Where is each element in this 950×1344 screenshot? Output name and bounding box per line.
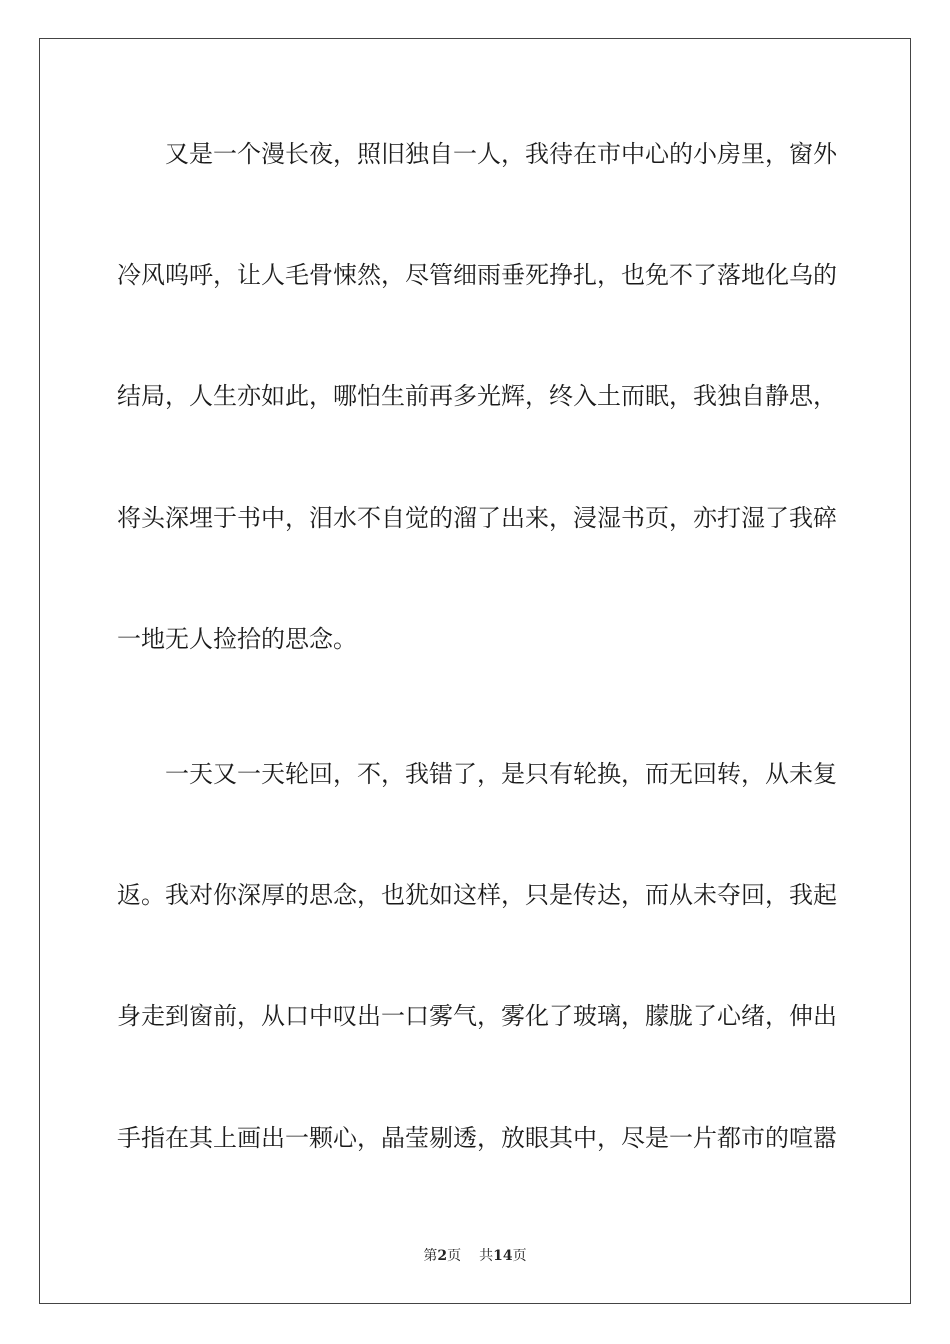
page-footer — [0, 1247, 950, 1265]
body-text-line: 又是一个漫长夜，照旧独自一人，我待在市中心的小房里，窗外 — [165, 140, 837, 168]
body-text-line: 身走到窗前，从口中叹出一口雾气，雾化了玻璃，朦胧了心绪，伸出 — [117, 1002, 837, 1030]
body-text-line: 手指在其上画出一颗心，晶莹剔透，放眼其中，尽是一片都市的喧嚣 — [117, 1124, 837, 1152]
body-text-line: 一地无人捡拾的思念。 — [117, 625, 357, 653]
body-text-line: 冷风呜呼，让人毛骨悚然，尽管细雨垂死挣扎，也免不了落地化乌的 — [117, 261, 837, 289]
footer-total-pages: 14 — [493, 1248, 513, 1264]
footer-total-prefix: 共 — [479, 1248, 494, 1264]
page-border — [39, 38, 911, 1304]
footer-page-prefix: 第 — [423, 1248, 438, 1264]
body-text-line: 结局，人生亦如此，哪怕生前再多光辉，终入土而眠，我独自静思， — [117, 382, 837, 410]
body-text-line: 一天又一天轮回，不，我错了，是只有轮换，而无回转，从未复 — [165, 760, 837, 788]
footer-page-suffix: 页 — [447, 1248, 462, 1264]
footer-total-suffix: 页 — [512, 1248, 527, 1264]
body-text-line: 返。我对你深厚的思念，也犹如这样，只是传达，而从未夺回，我起 — [117, 881, 837, 909]
footer-page-number: 2 — [437, 1248, 448, 1264]
body-text-line: 将头深埋于书中，泪水不自觉的溜了出来，浸湿书页，亦打湿了我碎 — [117, 504, 837, 532]
